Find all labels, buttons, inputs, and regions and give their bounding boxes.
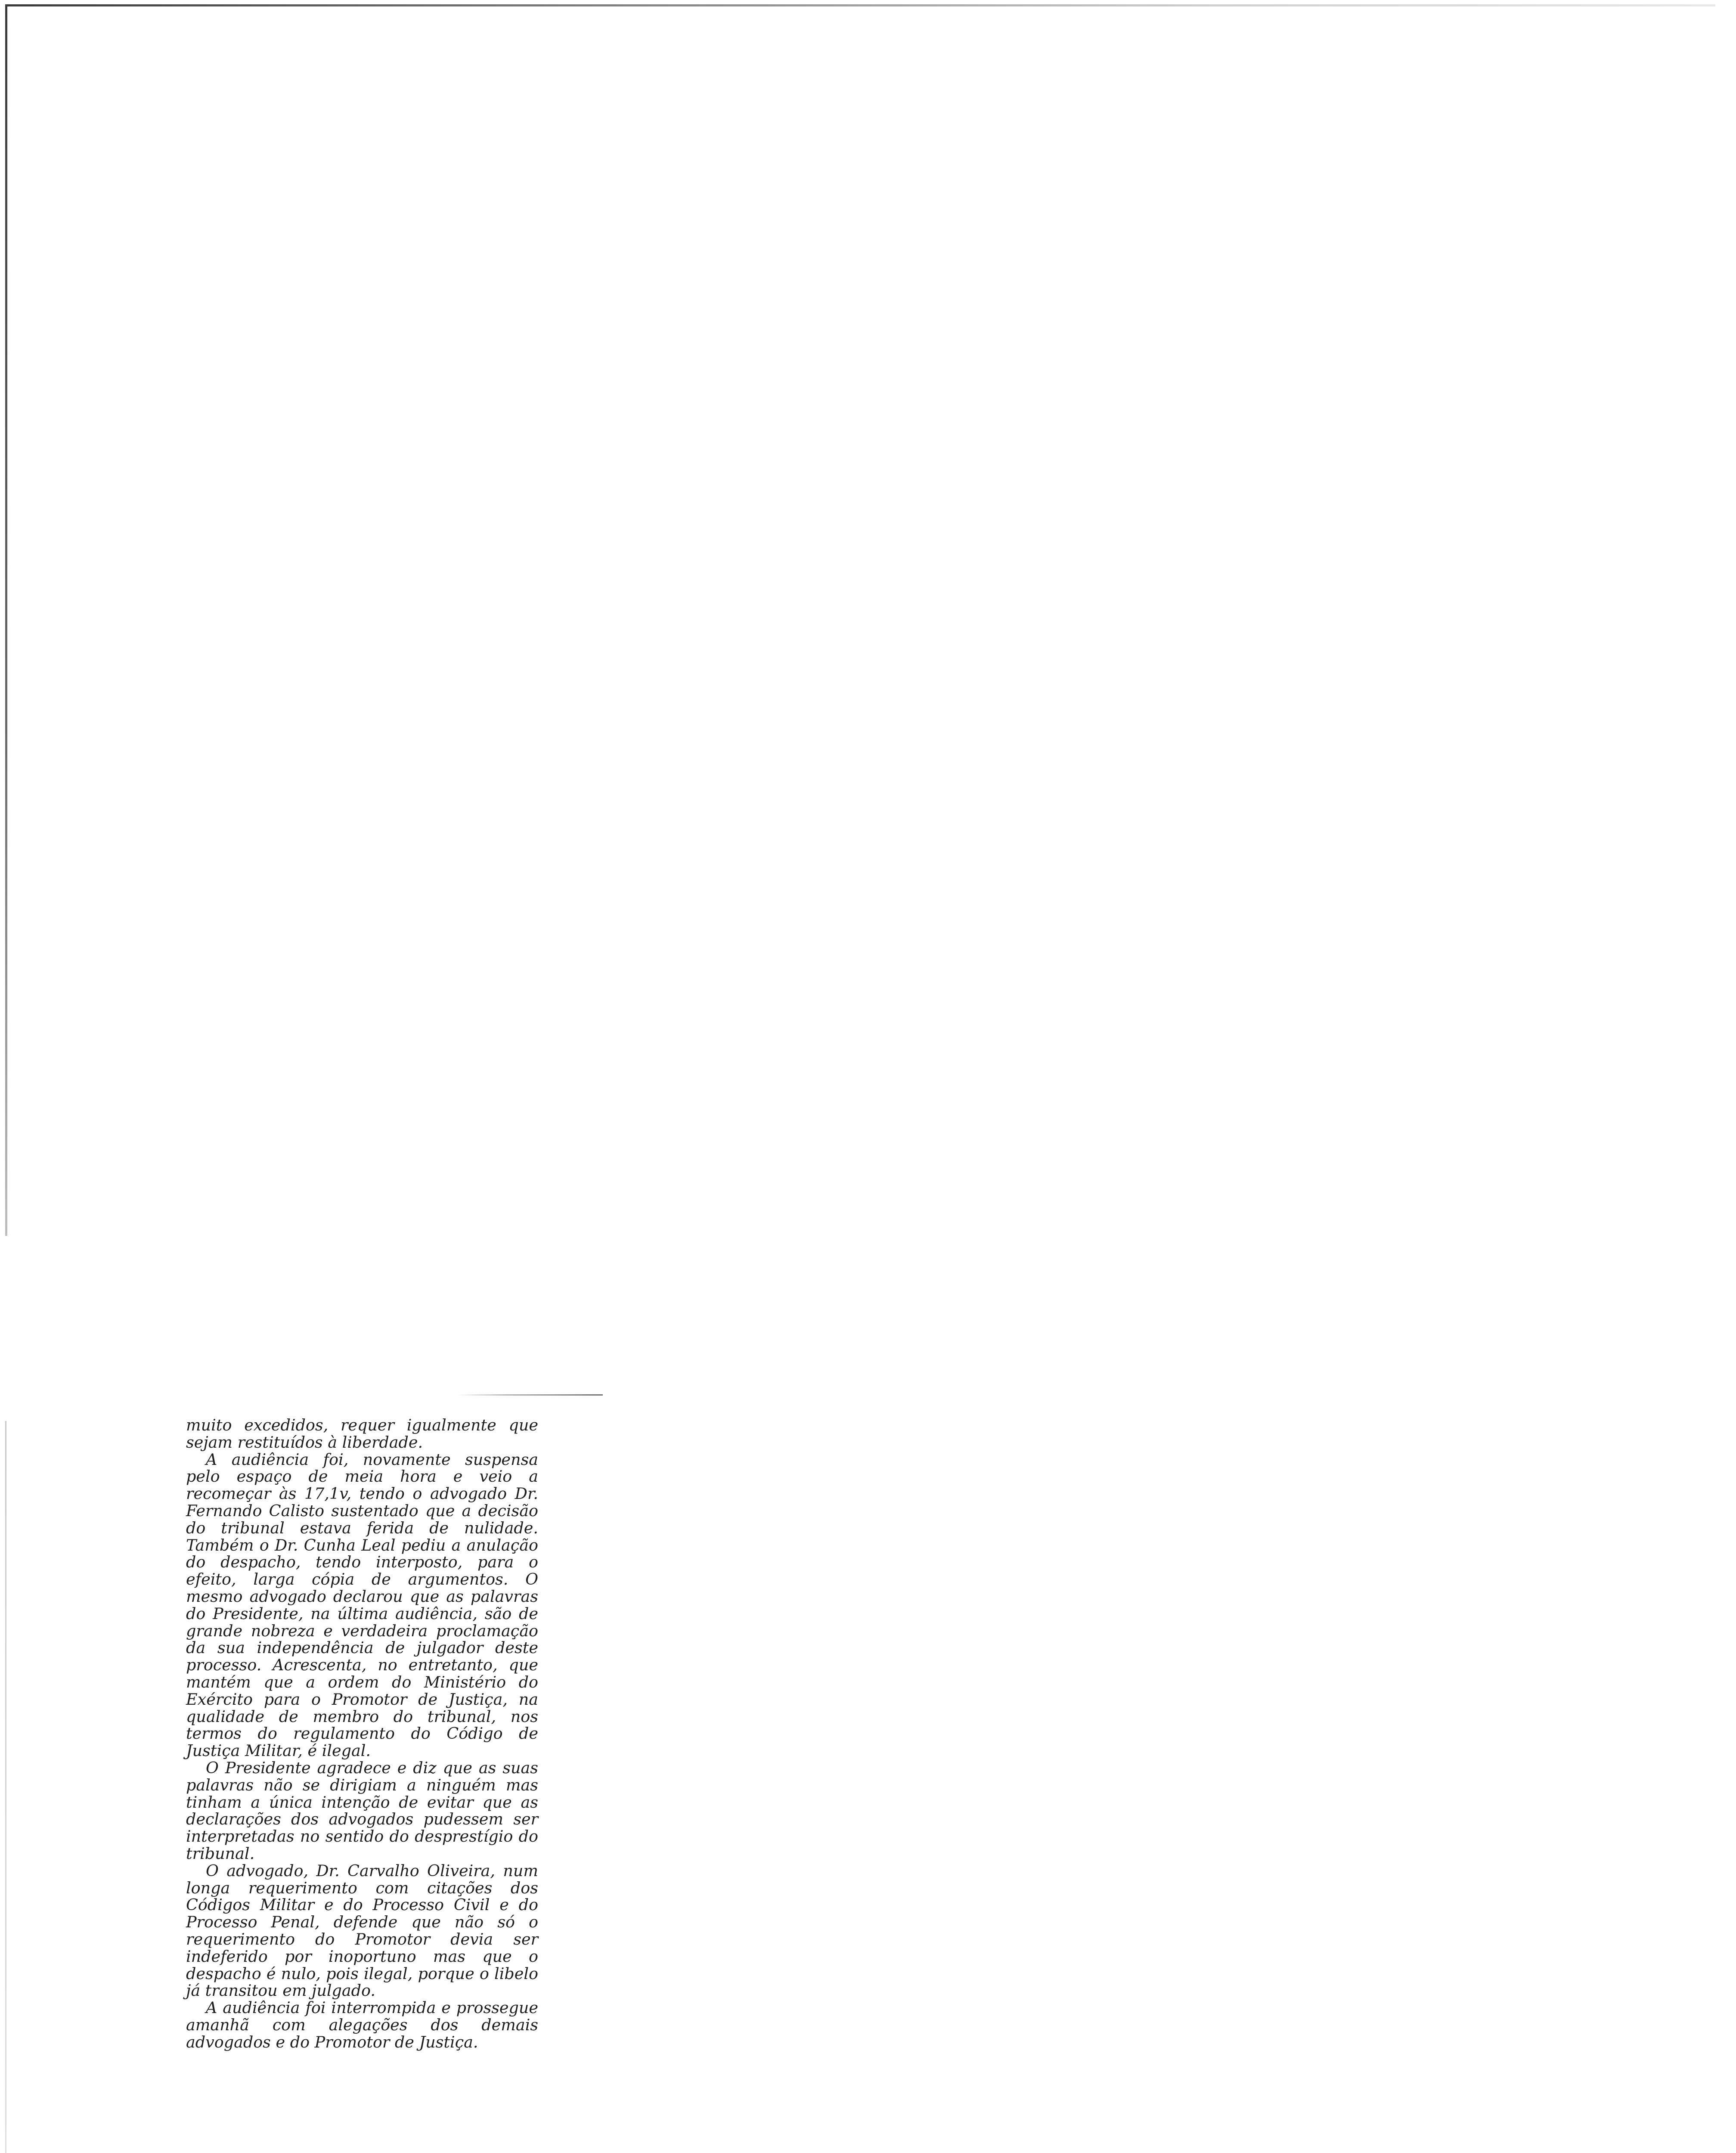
scan-left-edge [5, 4, 7, 1236]
scan-top-edge [6, 4, 1715, 6]
article-column [186, 1417, 538, 2051]
column-separator-rule [456, 1394, 603, 1396]
scan-left-edge-faint [5, 1421, 6, 2153]
article-paragraph: A audiência foi interrompida e prossegue amanhã com alegações dos demais advogados e do Promotor de Justiça. [186, 1998, 538, 2051]
article-paragraph: A audiência foi, novamente suspensa pelo espaço de meia hora e veio a recomeçar às 17,1v, tendo o advogado Dr. Fernando Calisto sustentado que a decisão do tribunal estava ferida de nulidade. Também o Dr. Cunha Leal pediu a anulação do despacho, tendo interposto, para o efeito, larga cópia de argumentos. O mesmo advogado declarou que as palavras do Presidente, na última audiência, são de grande nobreza e verdadeira proclamação da sua independência de julgador deste processo. Acrescenta, no entretanto, que mantém que a ordem do Ministério do Exército para o Promotor de Justiça, na qualidade de membro do tribunal, nos termos do regulamento do Código de Justiça Militar, é ilegal. [186, 1450, 538, 1760]
article-paragraph: O advogado, Dr. Carvalho Oliveira, num longa requerimento com citações dos Códigos Militar e do Processo Civil e do Processo Penal, defende que não só o requerimento do Promotor devia ser indeferido por inoportuno mas que o despacho é nulo, pois ilegal, porque o libelo já transitou em julgado. [186, 1861, 538, 2000]
article-paragraph: O Presidente agradece e diz que as suas palavras não se dirigiam a ninguém mas tinham a única intenção de evitar que as declarações dos advogados pudessem ser interpretadas no sentido do desprestígio do tribunal. [186, 1758, 538, 1863]
article-paragraph: muito excedidos, requer igualmente que sejam restituídos à liberdade. [186, 1416, 538, 1452]
